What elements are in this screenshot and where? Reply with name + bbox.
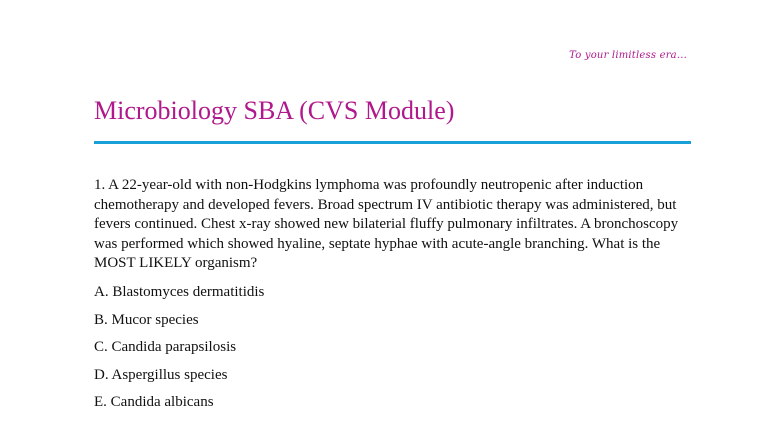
page-title: Microbiology SBA (CVS Module): [94, 96, 455, 125]
answer-options: [94, 283, 264, 421]
option-b: B. Mucor species: [94, 311, 199, 328]
title-divider: [94, 141, 691, 144]
tagline: To your limitless era...: [569, 50, 687, 61]
option-d: D. Aspergillus species: [94, 366, 228, 383]
question-stem: 1. A 22-year-old with non-Hodgkins lymphoma was profoundly neutropenic after induction chemotherapy and developed fevers. Broad spectrum IV antibiotic therapy was administered, but fevers continued. Chest x-ray showed new bilaterial fluffy pulmonary infiltrates. A bronchoscopy was performed which showed hyaline, septate hyphae with acute-angle branching. What is the MOST LIKELY organism?: [94, 177, 679, 272]
option-c: C. Candida parapsilosis: [94, 339, 237, 355]
option-a: A. Blastomyces dermatitidis: [94, 284, 265, 300]
option-e: E. Candida albicans: [94, 394, 214, 410]
